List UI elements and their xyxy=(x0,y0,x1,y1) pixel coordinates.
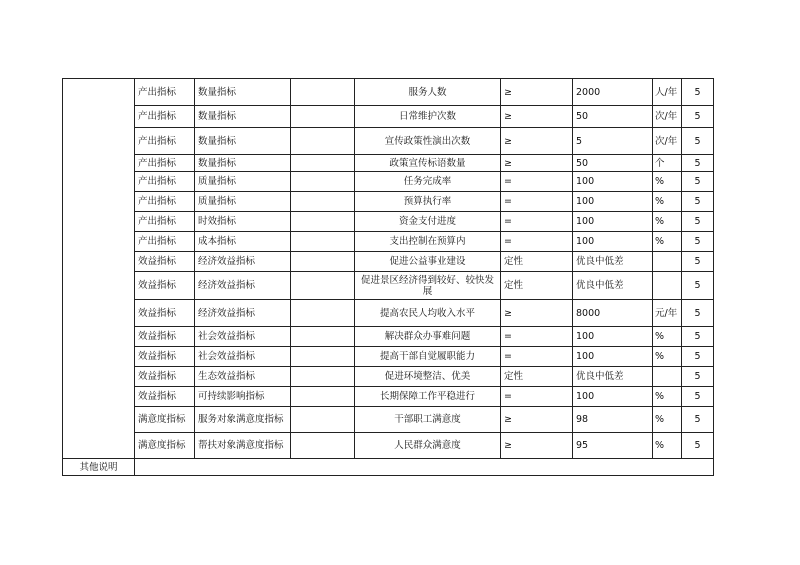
weight-cell: 5 xyxy=(682,172,714,192)
table-row xyxy=(63,232,714,252)
indicator-cell: 预算执行率 xyxy=(355,192,501,212)
symbol-cell: ≥ xyxy=(501,128,573,155)
indicator-cell: 干部职工满意度 xyxy=(355,407,501,433)
level2-cell: 经济效益指标 xyxy=(195,252,291,272)
unit-cell: % xyxy=(653,327,682,347)
target-cell: 优良中低差 xyxy=(573,367,653,387)
level3-cell xyxy=(291,433,355,459)
level3-cell xyxy=(291,155,355,172)
level1-cell: 效益指标 xyxy=(135,300,195,327)
target-cell: 100 xyxy=(573,192,653,212)
unit-cell: % xyxy=(653,232,682,252)
indicator-cell: 宣传政策性演出次数 xyxy=(355,128,501,155)
level3-cell xyxy=(291,252,355,272)
target-cell: 50 xyxy=(573,155,653,172)
target-cell: 2000 xyxy=(573,79,653,106)
symbol-cell: ≥ xyxy=(501,407,573,433)
symbol-cell: 定性 xyxy=(501,252,573,272)
weight-cell: 5 xyxy=(682,433,714,459)
symbol-cell: 定性 xyxy=(501,272,573,300)
symbol-cell: = xyxy=(501,192,573,212)
table-row xyxy=(63,272,714,300)
target-cell: 95 xyxy=(573,433,653,459)
unit-cell: % xyxy=(653,192,682,212)
level3-cell xyxy=(291,407,355,433)
unit-cell: % xyxy=(653,387,682,407)
level2-cell: 社会效益指标 xyxy=(195,327,291,347)
table-row xyxy=(63,300,714,327)
unit-cell: 元/年 xyxy=(653,300,682,327)
level2-cell: 生态效益指标 xyxy=(195,367,291,387)
level1-cell: 满意度指标 xyxy=(135,433,195,459)
target-cell: 100 xyxy=(573,327,653,347)
weight-cell: 5 xyxy=(682,155,714,172)
symbol-cell: = xyxy=(501,327,573,347)
target-cell: 优良中低差 xyxy=(573,252,653,272)
indicator-cell: 促进景区经济得到较好、较快发展 xyxy=(355,272,501,300)
level1-cell: 效益指标 xyxy=(135,272,195,300)
table-row xyxy=(63,407,714,433)
level2-cell: 帮扶对象满意度指标 xyxy=(195,433,291,459)
unit-cell: 个 xyxy=(653,155,682,172)
level1-cell: 效益指标 xyxy=(135,252,195,272)
level3-cell xyxy=(291,79,355,106)
level3-cell xyxy=(291,300,355,327)
level3-cell xyxy=(291,106,355,128)
table-row xyxy=(63,347,714,367)
unit-cell: 次/年 xyxy=(653,128,682,155)
level3-cell xyxy=(291,367,355,387)
level1-cell: 产出指标 xyxy=(135,106,195,128)
symbol-cell: ≥ xyxy=(501,300,573,327)
symbol-cell: = xyxy=(501,212,573,232)
indicator-cell: 资金支付进度 xyxy=(355,212,501,232)
other-notes-row xyxy=(63,459,714,476)
level2-cell: 成本指标 xyxy=(195,232,291,252)
level1-cell: 效益指标 xyxy=(135,367,195,387)
weight-cell: 5 xyxy=(682,387,714,407)
target-cell: 100 xyxy=(573,172,653,192)
level2-cell: 数量指标 xyxy=(195,155,291,172)
level1-cell: 产出指标 xyxy=(135,128,195,155)
level1-cell: 产出指标 xyxy=(135,232,195,252)
target-cell: 5 xyxy=(573,128,653,155)
weight-cell: 5 xyxy=(682,367,714,387)
indicator-cell: 支出控制在预算内 xyxy=(355,232,501,252)
symbol-cell: ≥ xyxy=(501,106,573,128)
indicator-cell: 提高干部自觉履职能力 xyxy=(355,347,501,367)
other-notes-value xyxy=(135,459,714,476)
level1-cell: 效益指标 xyxy=(135,387,195,407)
level2-cell: 数量指标 xyxy=(195,128,291,155)
level2-cell: 经济效益指标 xyxy=(195,300,291,327)
level1-cell: 产出指标 xyxy=(135,192,195,212)
level3-cell xyxy=(291,212,355,232)
indicator-cell: 服务人数 xyxy=(355,79,501,106)
weight-cell: 5 xyxy=(682,128,714,155)
level3-cell xyxy=(291,327,355,347)
weight-cell: 5 xyxy=(682,79,714,106)
symbol-cell: = xyxy=(501,387,573,407)
unit-cell: % xyxy=(653,433,682,459)
weight-cell: 5 xyxy=(682,252,714,272)
weight-cell: 5 xyxy=(682,347,714,367)
level1-cell: 产出指标 xyxy=(135,212,195,232)
level3-cell xyxy=(291,128,355,155)
table-row xyxy=(63,79,714,106)
unit-cell: 次/年 xyxy=(653,106,682,128)
target-cell: 100 xyxy=(573,212,653,232)
level3-cell xyxy=(291,347,355,367)
target-cell: 100 xyxy=(573,232,653,252)
table-row xyxy=(63,433,714,459)
indicator-cell: 人民群众满意度 xyxy=(355,433,501,459)
level2-cell: 服务对象满意度指标 xyxy=(195,407,291,433)
symbol-cell: ≥ xyxy=(501,79,573,106)
level2-cell: 数量指标 xyxy=(195,79,291,106)
level1-cell: 满意度指标 xyxy=(135,407,195,433)
symbol-cell: ≥ xyxy=(501,433,573,459)
symbol-cell: = xyxy=(501,232,573,252)
table-row xyxy=(63,387,714,407)
table-row xyxy=(63,172,714,192)
target-cell: 100 xyxy=(573,347,653,367)
symbol-cell: = xyxy=(501,172,573,192)
indicator-cell: 促进公益事业建设 xyxy=(355,252,501,272)
symbol-cell: ≥ xyxy=(501,155,573,172)
weight-cell: 5 xyxy=(682,272,714,300)
weight-cell: 5 xyxy=(682,106,714,128)
target-cell: 98 xyxy=(573,407,653,433)
level1-cell: 产出指标 xyxy=(135,172,195,192)
level2-cell: 社会效益指标 xyxy=(195,347,291,367)
level1-cell: 产出指标 xyxy=(135,155,195,172)
level1-cell: 产出指标 xyxy=(135,79,195,106)
level3-cell xyxy=(291,192,355,212)
weight-cell: 5 xyxy=(682,327,714,347)
level1-cell: 效益指标 xyxy=(135,327,195,347)
level2-cell: 质量指标 xyxy=(195,192,291,212)
table-row xyxy=(63,252,714,272)
weight-cell: 5 xyxy=(682,232,714,252)
unit-cell: % xyxy=(653,212,682,232)
unit-cell: 人/年 xyxy=(653,79,682,106)
symbol-cell: = xyxy=(501,347,573,367)
table-row xyxy=(63,327,714,347)
indicator-cell: 提高农民人均收入水平 xyxy=(355,300,501,327)
unit-cell: % xyxy=(653,407,682,433)
level2-cell: 时效指标 xyxy=(195,212,291,232)
table-row xyxy=(63,212,714,232)
table-body xyxy=(63,79,714,476)
indicator-cell: 日常维护次数 xyxy=(355,106,501,128)
target-cell: 100 xyxy=(573,387,653,407)
weight-cell: 5 xyxy=(682,407,714,433)
weight-cell: 5 xyxy=(682,192,714,212)
target-cell: 50 xyxy=(573,106,653,128)
indicator-cell: 任务完成率 xyxy=(355,172,501,192)
target-cell: 8000 xyxy=(573,300,653,327)
symbol-cell: 定性 xyxy=(501,367,573,387)
level2-cell: 可持续影响指标 xyxy=(195,387,291,407)
other-notes-label: 其他说明 xyxy=(63,459,135,476)
level3-cell xyxy=(291,387,355,407)
level1-cell: 效益指标 xyxy=(135,347,195,367)
unit-cell xyxy=(653,272,682,300)
table-row xyxy=(63,192,714,212)
level3-cell xyxy=(291,232,355,252)
unit-cell xyxy=(653,252,682,272)
level2-cell: 数量指标 xyxy=(195,106,291,128)
table-row xyxy=(63,367,714,387)
category-cell-blank xyxy=(63,79,135,459)
indicator-cell: 解决群众办事难问题 xyxy=(355,327,501,347)
unit-cell xyxy=(653,367,682,387)
weight-cell: 5 xyxy=(682,212,714,232)
level3-cell xyxy=(291,172,355,192)
table-row xyxy=(63,128,714,155)
table-row xyxy=(63,155,714,172)
level3-cell xyxy=(291,272,355,300)
table-row xyxy=(63,106,714,128)
unit-cell: % xyxy=(653,347,682,367)
indicator-cell: 政策宣传标语数量 xyxy=(355,155,501,172)
level2-cell: 经济效益指标 xyxy=(195,272,291,300)
indicator-cell: 促进环境整洁、优美 xyxy=(355,367,501,387)
level2-cell: 质量指标 xyxy=(195,172,291,192)
performance-indicator-table xyxy=(62,78,714,476)
indicator-cell: 长期保障工作平稳进行 xyxy=(355,387,501,407)
target-cell: 优良中低差 xyxy=(573,272,653,300)
weight-cell: 5 xyxy=(682,300,714,327)
unit-cell: % xyxy=(653,172,682,192)
